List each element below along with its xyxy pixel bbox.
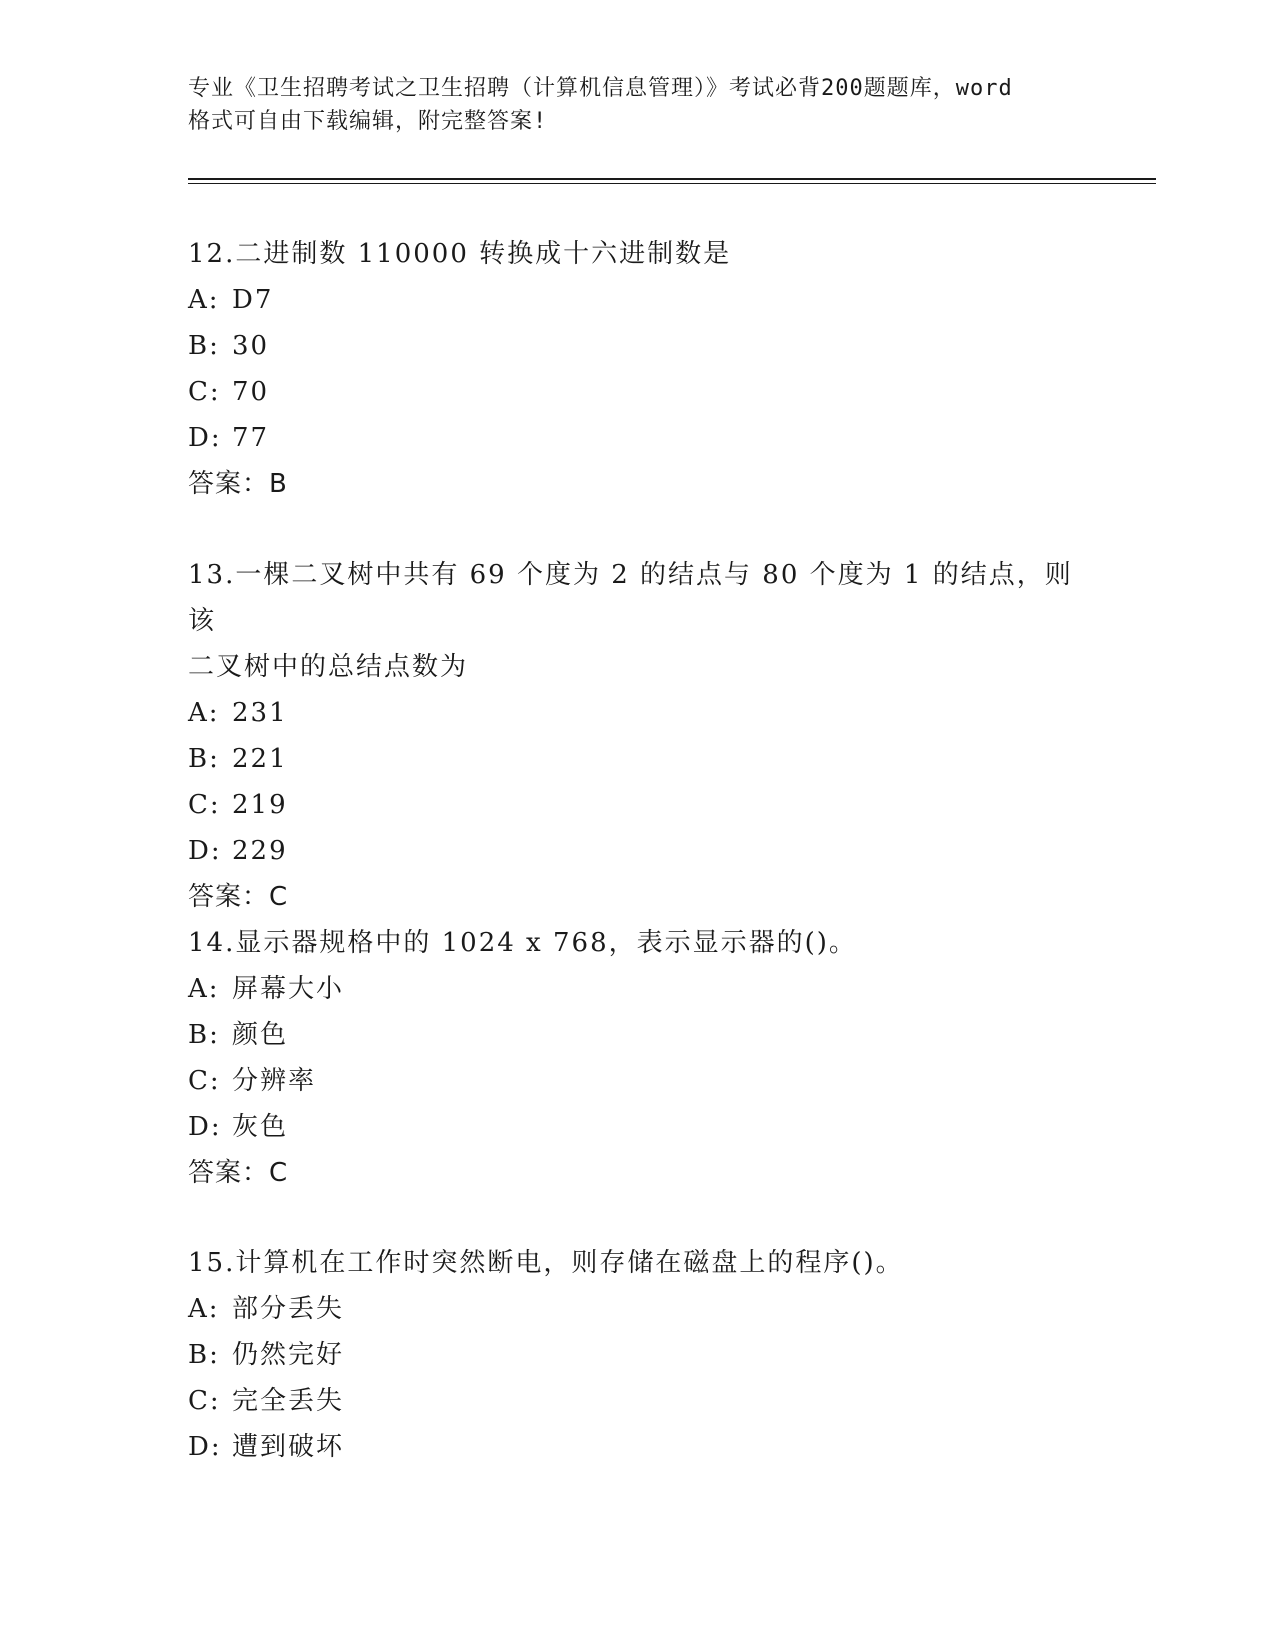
option-text: 30 xyxy=(232,331,270,361)
answer-value: C xyxy=(269,882,289,912)
answer xyxy=(188,461,1088,507)
option-b xyxy=(188,1012,1088,1058)
option-text: 颜色 xyxy=(232,1020,289,1050)
option-letter: C: xyxy=(188,790,221,820)
option-a xyxy=(188,966,1088,1012)
option-letter: D: xyxy=(188,836,222,866)
option-letter: A: xyxy=(188,1294,220,1324)
question-text: 二进制数 110000 转换成十六进制数是 xyxy=(235,239,732,269)
option-letter: B: xyxy=(188,1020,220,1050)
option-text: 部分丢失 xyxy=(232,1294,345,1324)
question-15 xyxy=(188,1240,1088,1470)
question-text: 计算机在工作时突然断电，则存储在磁盘上的程序()。 xyxy=(235,1248,904,1278)
option-letter: C: xyxy=(188,377,221,407)
option-letter: B: xyxy=(188,331,220,361)
question-text-line-1: 一棵二叉树中共有 69 个度为 2 的结点与 80 个度为 1 的结点，则该 xyxy=(188,560,1073,636)
answer-label: 答案： xyxy=(188,1158,270,1188)
option-b xyxy=(188,323,1088,369)
question-number: 15. xyxy=(188,1248,236,1278)
answer-label: 答案： xyxy=(188,469,270,499)
header-divider-thin xyxy=(188,183,1156,184)
option-letter: A: xyxy=(188,698,220,728)
option-letter: B: xyxy=(188,1340,220,1370)
option-d xyxy=(188,1424,1088,1470)
option-text: 231 xyxy=(232,698,288,728)
option-text: 遭到破坏 xyxy=(232,1432,345,1462)
option-letter: C: xyxy=(188,1386,221,1416)
option-text: 仍然完好 xyxy=(232,1340,345,1370)
option-b xyxy=(188,736,1088,782)
question-14 xyxy=(188,920,1088,1196)
option-text: 分辨率 xyxy=(232,1066,317,1096)
question-number: 13. xyxy=(188,560,236,590)
option-letter: D: xyxy=(188,1432,222,1462)
option-d xyxy=(188,415,1088,461)
question-number: 12. xyxy=(188,239,236,269)
option-b xyxy=(188,1332,1088,1378)
answer-label: 答案： xyxy=(188,882,270,912)
option-a xyxy=(188,690,1088,736)
document-header xyxy=(188,72,1088,138)
option-text: 77 xyxy=(232,423,270,453)
header-line-2: 格式可自由下载编辑，附完整答案! xyxy=(188,109,548,134)
question-text: 显示器规格中的 1024 x 768，表示显示器的()。 xyxy=(235,928,857,958)
option-c xyxy=(188,369,1088,415)
option-text: 221 xyxy=(232,744,288,774)
question-number: 14. xyxy=(188,928,236,958)
question-14-stem xyxy=(188,920,1088,966)
question-13 xyxy=(188,552,1088,920)
option-c xyxy=(188,782,1088,828)
option-d xyxy=(188,828,1088,874)
option-text: 屏幕大小 xyxy=(232,974,345,1004)
question-15-stem xyxy=(188,1240,1088,1286)
question-text-line-2: 二叉树中的总结点数为 xyxy=(188,652,469,682)
question-12 xyxy=(188,231,1088,507)
option-text: 229 xyxy=(232,836,288,866)
option-d xyxy=(188,1104,1088,1150)
answer xyxy=(188,874,1088,920)
question-13-stem xyxy=(188,552,1088,644)
question-12-stem xyxy=(188,231,1088,277)
option-text: 70 xyxy=(232,377,270,407)
option-text: 219 xyxy=(232,790,288,820)
option-text: 灰色 xyxy=(232,1112,289,1142)
option-letter: A: xyxy=(188,974,220,1004)
option-letter: D: xyxy=(188,423,222,453)
header-divider-thick xyxy=(188,178,1156,180)
answer xyxy=(188,1150,1088,1196)
option-letter: D: xyxy=(188,1112,222,1142)
option-text: D7 xyxy=(232,285,274,315)
answer-value: C xyxy=(269,1158,289,1188)
answer-value: B xyxy=(269,469,288,499)
option-a xyxy=(188,1286,1088,1332)
option-letter: A: xyxy=(188,285,220,315)
header-line-1: 专业《卫生招聘考试之卫生招聘（计算机信息管理）》考试必背200题题库，word xyxy=(188,76,1013,101)
option-letter: C: xyxy=(188,1066,221,1096)
option-c xyxy=(188,1378,1088,1424)
option-a xyxy=(188,277,1088,323)
option-c xyxy=(188,1058,1088,1104)
option-text: 完全丢失 xyxy=(232,1386,345,1416)
option-letter: B: xyxy=(188,744,220,774)
